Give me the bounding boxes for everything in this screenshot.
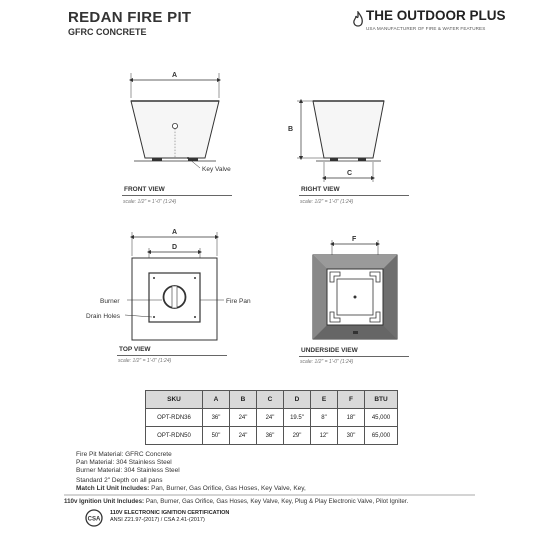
- col-header-sku: SKU: [146, 391, 203, 409]
- underside-view-drawing: [313, 236, 397, 339]
- col-header-f: F: [338, 391, 365, 409]
- cell-c: 36": [257, 427, 284, 445]
- brand-tagline: USA MANUFACTURER OF FIRE & WATER FEATURES: [366, 26, 486, 31]
- top-view-scale: scale: 1/2" = 1'-0" (1:24): [118, 358, 172, 364]
- col-header-c: C: [257, 391, 284, 409]
- top-dim-a: A: [172, 229, 178, 236]
- front-view-label: FRONT VIEW: [124, 186, 165, 193]
- right-view-scale: scale: 1/2" = 1'-0" (1:24): [300, 199, 354, 205]
- right-view-label: RIGHT VIEW: [301, 186, 340, 193]
- col-header-btu: BTU: [365, 391, 398, 409]
- top-dim-d: D: [172, 244, 178, 251]
- burner-material: Burner Material: 304 Stainless Steel: [76, 467, 180, 474]
- front-view-scale: scale: 1/2" = 1'-0" (1:24): [123, 199, 177, 205]
- cell-b: 24": [230, 427, 257, 445]
- underside-view-label: UNDERSIDE VIEW: [301, 347, 358, 354]
- cell-f: 18": [338, 409, 365, 427]
- certification-standards: ANSI Z21.97-(2017) / CSA 2.41-(2017): [110, 517, 205, 523]
- right-dim-c: C: [347, 170, 353, 177]
- ignition-text: Pan, Burner, Gas Orifice, Gas Hoses, Key Valve, Key, Plug & Play Electronic Valve, Pilot Igniter.: [144, 498, 409, 505]
- table-header-row: [146, 391, 398, 409]
- front-dim-a: A: [172, 72, 178, 79]
- cell-e: 12": [311, 427, 338, 445]
- cell-a: 50": [203, 427, 230, 445]
- col-header-d: D: [284, 391, 311, 409]
- cell-a: 36": [203, 409, 230, 427]
- cell-btu: 65,000: [365, 427, 398, 445]
- underside-view-scale: scale: 1/2" = 1'-0" (1:24): [300, 359, 354, 365]
- top-view-label: TOP VIEW: [119, 346, 151, 353]
- key-valve-callout: Key Valve: [202, 166, 231, 173]
- front-view-drawing: [131, 72, 231, 173]
- cell-btu: 45,000: [365, 409, 398, 427]
- cell-b: 24": [230, 409, 257, 427]
- certification-heading: 110V ELECTRONIC IGNITION CERTIFICATION: [110, 510, 230, 516]
- brand-name: THE OUTDOOR PLUS: [366, 8, 506, 23]
- table-row: [146, 427, 398, 445]
- col-header-e: E: [311, 391, 338, 409]
- right-dim-b: B: [288, 126, 294, 133]
- burner-callout: Burner: [100, 298, 120, 305]
- material-notes: [76, 451, 180, 475]
- key-valve-icon: [172, 123, 177, 128]
- col-header-a: A: [203, 391, 230, 409]
- spec-table: [145, 390, 398, 445]
- top-view-drawing: [86, 229, 251, 340]
- csa-mark: CSA: [87, 516, 101, 523]
- fire-pan-callout: Fire Pan: [226, 298, 251, 305]
- page-subtitle: GFRC CONCRETE: [68, 27, 147, 37]
- table-row: [146, 409, 398, 427]
- fire-pit-material: Fire Pit Material: GFRC Concrete: [76, 451, 172, 458]
- drain-holes-callout: Drain Holes: [86, 313, 120, 320]
- match-lit-note: [76, 485, 476, 493]
- cell-d: 19.5": [284, 409, 311, 427]
- match-lit-text: Pan, Burner, Gas Orifice, Gas Hoses, Key Valve, Key,: [149, 485, 306, 492]
- standard-depth-note: Standard 2" Depth on all pans: [76, 477, 163, 484]
- cell-e: 8": [311, 409, 338, 427]
- csa-certification-icon: [82, 509, 106, 529]
- right-view-drawing: [288, 101, 384, 182]
- ignition-note: [64, 498, 534, 506]
- ignition-label: 110v Ignition Unit Includes:: [64, 498, 145, 505]
- match-lit-label: Match Lit Unit Includes:: [76, 485, 150, 492]
- col-header-b: B: [230, 391, 257, 409]
- cell-sku: OPT-RDN50: [146, 427, 203, 445]
- cell-d: 29": [284, 427, 311, 445]
- pan-material: Pan Material: 304 Stainless Steel: [76, 459, 172, 466]
- page-title: REDAN FIRE PIT: [68, 9, 192, 26]
- underside-dim-f: F: [352, 236, 357, 243]
- cell-c: 24": [257, 409, 284, 427]
- unit-notes: [76, 477, 476, 493]
- cell-f: 30": [338, 427, 365, 445]
- cell-sku: OPT-RDN36: [146, 409, 203, 427]
